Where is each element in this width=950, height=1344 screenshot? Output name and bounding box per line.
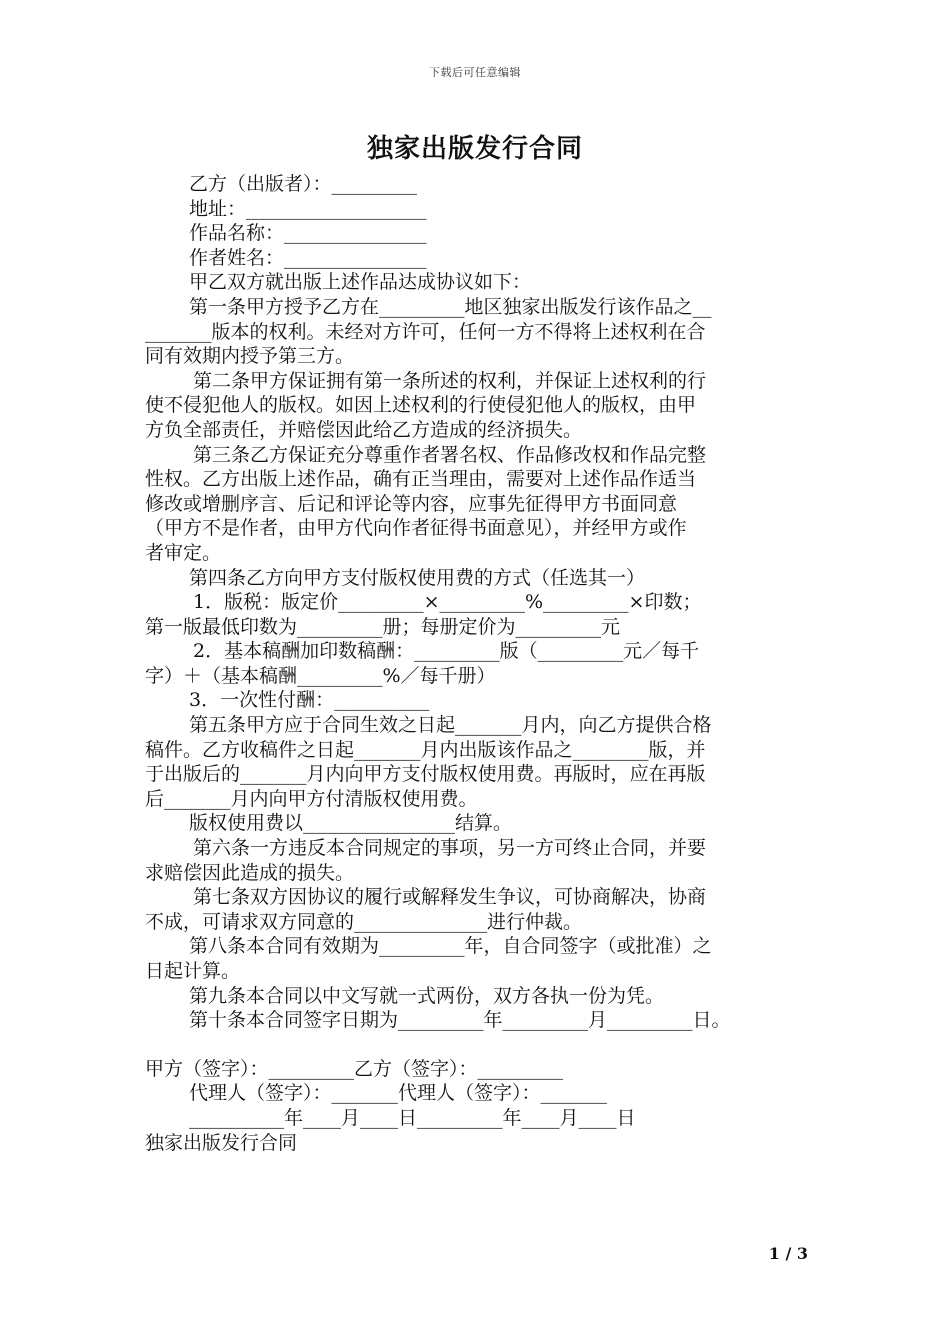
article-4-heading: 第四条乙方向甲方支付版权使用费的方式（任选其一） xyxy=(189,566,646,589)
article-8-line-2: 日起计算。 xyxy=(145,960,241,982)
article-6-line-1: 第六条一方违反本合同规定的事项，另一方可终止合同，并要 xyxy=(193,837,707,860)
royalty-settlement-line: 版权使用费以________________结算。 xyxy=(189,812,513,835)
article-5-line-4: 后_______月内向甲方付清版权使用费。 xyxy=(145,787,478,810)
article-7-line-1: 第七条双方因协议的履行或解释发生争议，可协商解决，协商 xyxy=(193,886,707,909)
contract-body xyxy=(145,172,815,1155)
agent-signatures-line: 代理人（签字）：_______代理人（签字）：_______ xyxy=(189,1082,608,1105)
article-2-line-3: 方负全部责任，并赔偿因此给乙方造成的经济损失。 xyxy=(145,418,583,441)
article-4-option-2-line-1: 2．基本稿酬加印数稿酬：_________版（_________元／每千 xyxy=(193,640,700,663)
article-4-option-1-line-2: 第一版最低印数为_________册；每册定价为_________元 xyxy=(145,615,621,638)
article-4-option-3: 3．一次性付酬：__________ xyxy=(189,689,430,712)
page-number: 1 / 3 xyxy=(768,1244,808,1263)
article-1-line-1: 第一条甲方授予乙方在_________地区独家出版发行该作品之__ xyxy=(189,295,712,318)
article-3-line-4: （甲方不是作者，由甲方代向作者征得书面意见），并经甲方或作 xyxy=(145,517,687,540)
author-name-line: 作者姓名：_______________ xyxy=(189,246,427,269)
party-b-line: 乙方（出版者）：_________ xyxy=(189,173,418,195)
article-1-line-3: 同有效期内授予第三方。 xyxy=(145,345,355,368)
document-footer-title: 独家出版发行合同 xyxy=(145,1131,298,1154)
party-signatures-line: 甲方（签字）：_________乙方（签字）：_________ xyxy=(145,1057,564,1080)
article-2-line-1: 第二条甲方保证拥有第一条所述的权利，并保证上述权利的行 xyxy=(193,369,707,392)
article-8-line-1: 第八条本合同有效期为_________年，自合同签字（或批准）之 xyxy=(189,935,712,958)
article-5-line-3: 于出版后的_______月内向甲方支付版权使用费。再版时，应在再版 xyxy=(145,763,706,786)
agreement-intro: 甲乙双方就出版上述作品达成协议如下： xyxy=(189,271,532,294)
article-10-line: 第十条本合同签字日期为_________年_________月_________日。 xyxy=(189,1009,731,1032)
article-6-line-2: 求赔偿因此造成的损失。 xyxy=(145,861,355,884)
article-1-line-2: _______版本的权利。未经对方许可，任何一方不得将上述权利在合 xyxy=(145,320,706,343)
signature-dates-line: __________年____月____日_________年____月____日 xyxy=(189,1106,636,1129)
article-4-option-2-line-2: 字）＋（基本稿酬_________%／每千册） xyxy=(145,664,496,687)
article-3-line-2: 性权。乙方出版上述作品，确有正当理由，需要对上述作品作适当 xyxy=(145,468,697,491)
document-title: 独家出版发行合同 xyxy=(366,134,583,164)
article-4-option-1-line-1: 1．版税：版定价_________×_________%_________×印数； xyxy=(193,591,702,614)
address-line: 地址：___________________ xyxy=(189,197,427,220)
article-3-line-1: 第三条乙方保证充分尊重作者署名权、作品修改权和作品完整 xyxy=(193,443,707,466)
article-2-line-2: 使不侵犯他人的版权。如因上述权利的行使侵犯他人的版权，由甲 xyxy=(145,394,697,417)
article-3-line-3: 修改或增删序言、后记和评论等内容，应事先征得甲方书面同意 xyxy=(145,492,678,515)
work-title-line: 作品名称：_______________ xyxy=(189,222,427,245)
article-3-line-5: 者审定。 xyxy=(145,541,222,564)
article-7-line-2: 不成，可请求双方同意的______________进行仲裁。 xyxy=(145,910,583,933)
page-header-note: 下载后可任意编辑 xyxy=(429,66,521,79)
signature-gap xyxy=(145,1033,815,1057)
article-5-line-2: 稿件。乙方收稿件之日起_______月内出版该作品之________版，并 xyxy=(145,738,706,761)
article-9-line: 第九条本合同以中文写就一式两份，双方各执一份为凭。 xyxy=(189,984,665,1007)
article-5-line-1: 第五条甲方应于合同生效之日起_______月内，向乙方提供合格 xyxy=(189,714,712,737)
